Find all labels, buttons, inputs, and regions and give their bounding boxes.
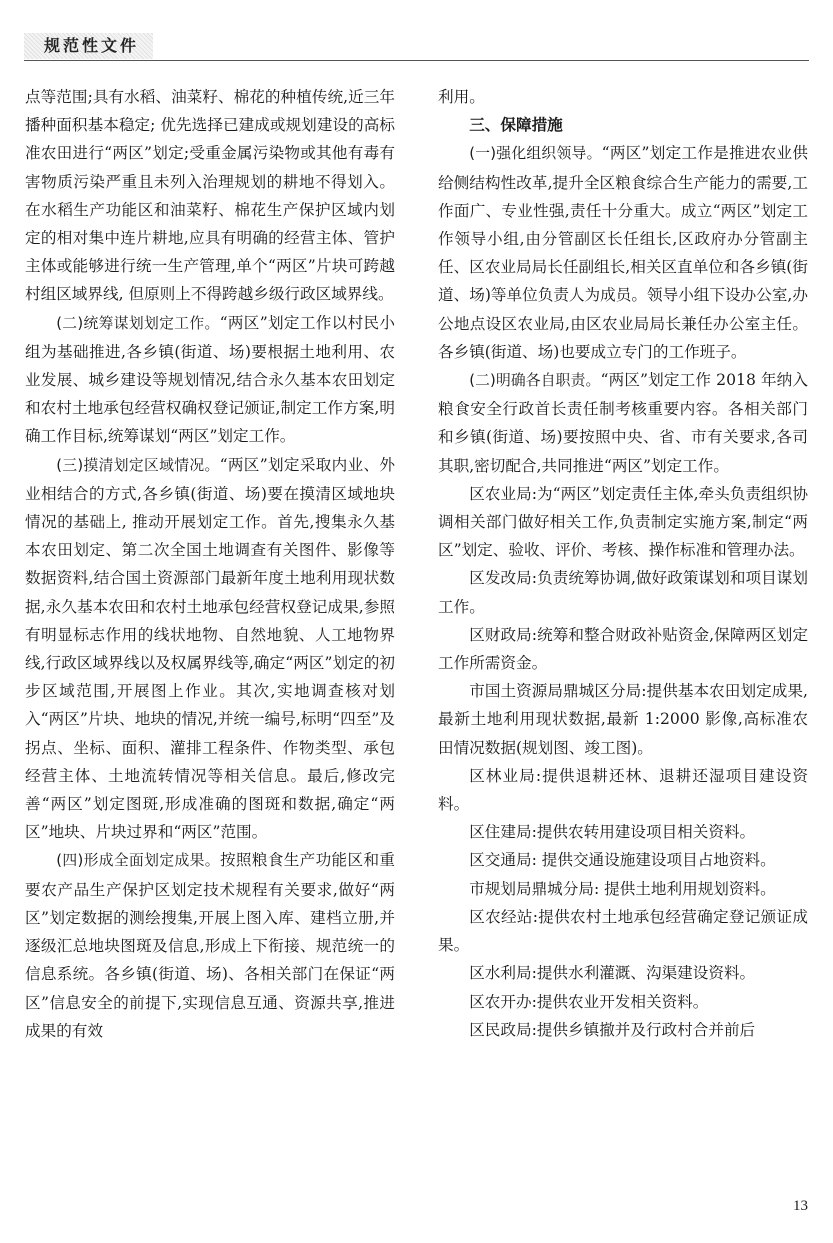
duty-paragraph: 区农开办:提供农业开发相关资料。 bbox=[469, 992, 709, 1011]
paragraph: 利用。 bbox=[438, 88, 485, 106]
duty-paragraph: 区交通局: 提供交通设施建设项目占地资料。 bbox=[469, 851, 776, 870]
paragraph bbox=[438, 366, 808, 480]
subheading: (三)摸清划定区域情况。 bbox=[56, 456, 220, 474]
paragraph bbox=[25, 451, 395, 847]
duty-paragraph: 区农经站:提供农村土地承包经营确定登记颁证成果。 bbox=[438, 907, 808, 955]
paragraph bbox=[25, 309, 395, 451]
running-header bbox=[24, 33, 809, 61]
paragraph-body: “两区”划定采取内业、外业相结合的方式,各乡镇(街道、场)要在摸清区域地块情况的基础上, 推动开展划定工作。首先,搜集永久基本农田划定、第二次全国土地调查有关图件、影像等数据资料,结合国土资源部门最新年度土地利用现状数据,永久基本农田和农村土地承包经营权登记成果,参照有明显标志作用的线状地物、自然地貌、人工地物界线,行政区域界线以及权属界线等,确定“两区”划定的初步区域范围,开展图上作业。其次,实地调查核对划入“两区”片块、地块的情况,并统一编号,标明“四至”及拐点、坐标、面积、灌排工程条件、作物类型、承包经营主体、土地流转情况等相关信息。最后,修改完善“两区”划定图斑,形成准确的图斑和数据,确定“两区”地块、片块过界和“两区”范围。 bbox=[25, 455, 396, 842]
section-heading: 三、保障措施 bbox=[469, 116, 563, 135]
paragraph: 点等范围;具有水稻、油菜籽、棉花的种植传统,近三年播种面积基本稳定; 优先选择已建成或规划建设的高标准农田进行“两区”划定;受重金属污染物或其他有毒有害物质污染严重且未列入治理规划的耕地不得划入。在水稻生产功能区和油菜籽、棉花生产保护区域内划定的相对集中连片耕地,应具有明确的经营主体、管护主体或能够进行统一生产管理,单个“两区”片块可跨越村组区域界线, 但原则上不得跨越乡级行政区域界线。 bbox=[25, 88, 395, 304]
duty-paragraph: 区财政局:统筹和整合财政补贴资金,保障两区划定工作所需资金。 bbox=[438, 625, 808, 673]
paragraph-body: “两区”划定工作 2018 年纳入粮食安全行政首长责任制考核重要内容。各相关部门和乡镇(街道、场)要按照中央、省、市有关要求,各司其职,密切配合,共同推进“两区”划定工作。 bbox=[438, 371, 809, 475]
duty-paragraph: 区发改局:负责统筹协调,做好政策谋划和项目谋划工作。 bbox=[438, 569, 808, 616]
paragraph-body: “两区”划定工作是推进农业供给侧结构性改革,提升全区粮食综合生产能力的需要,工作面广、专业性强,责任十分重大。成立“两区”划定工作领导小组,由分管副区长任组长,区政府办分管副主任、区农业局局长任副组长,相关区直单位和各乡镇(街道、场)等单位负责人为成员。领导小组下设办公室,办公地点设区农业局,由区农业局局长兼任办公室主任。各乡镇(街道、场)也要成立专门的工作班子。 bbox=[438, 144, 808, 361]
duty-paragraph: 区住建局:提供农转用建设项目相关资料。 bbox=[469, 823, 756, 842]
subheading: (二)统筹谋划划定工作。 bbox=[56, 314, 220, 332]
header-rule bbox=[24, 60, 809, 61]
subheading: (二)明确各自职责。 bbox=[469, 372, 601, 390]
duty-paragraph: 市规划局鼎城分局: 提供土地利用规划资料。 bbox=[469, 879, 776, 898]
paragraph bbox=[438, 139, 808, 366]
duty-paragraph: 区民政局:提供乡镇撤并及行政村合并前后 bbox=[469, 1020, 756, 1039]
duty-paragraph: 市国土资源局鼎城区分局:提供基本农田划定成果,最新土地利用现状数据,最新 1:2000 影像,高标准农田情况数据(规划图、竣工图)。 bbox=[438, 682, 808, 757]
subheading: (四)形成全面划定成果。 bbox=[56, 852, 220, 870]
right-column bbox=[438, 83, 808, 1044]
paragraph-body: 按照粮食生产功能区和重要农产品生产保护区划定技术规程有关要求,做好“两区”划定数据的测绘搜集,开展上图入库、建档立册,并逐级汇总地块图斑及信息,形成上下衔接、规范统一的信息系统。各乡镇(街道、场)、各相关部门在保证“两区”信息安全的前提下,实现信息互通、资源共享,推进成果的有效 bbox=[25, 851, 395, 1040]
page-number: 13 bbox=[793, 1198, 808, 1214]
section-tag: 规范性文件 bbox=[24, 33, 153, 59]
duty-paragraph: 区水利局:提供水利灌溉、沟渠建设资料。 bbox=[469, 964, 756, 983]
duty-paragraph: 区农业局:为“两区”划定责任主体,牵头负责组织协调相关部门做好相关工作,负责制定实施方案,制定“两区”划定、验收、评价、考核、操作标准和管理办法。 bbox=[438, 484, 808, 560]
paragraph bbox=[25, 846, 395, 1044]
duty-paragraph: 区林业局:提供退耕还林、退耕还湿项目建设资料。 bbox=[438, 766, 808, 814]
left-column bbox=[25, 83, 395, 1045]
subheading: (一)强化组织领导。 bbox=[469, 145, 602, 163]
paragraph-body: “两区”划定工作以村民小组为基础推进,各乡镇(街道、场)要根据土地利用、农业发展、城乡建设等规划情况,结合永久基本农田划定和农村土地承包经营权确权登记颁证,制定工作方案,明确工作目标,统筹谋划“两区”划定工作。 bbox=[25, 313, 396, 446]
